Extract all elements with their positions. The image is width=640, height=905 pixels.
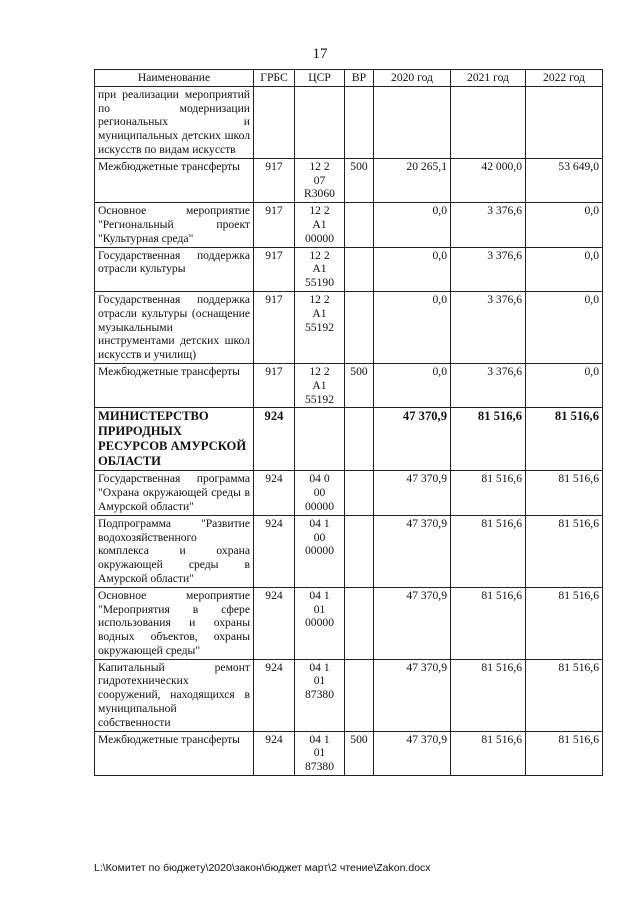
cell-grbs: 924	[254, 408, 295, 471]
cell-name: Основное мероприятие "Региональный проект "Культурная среда"	[95, 203, 254, 247]
cell-name: Государственная поддержка отрасли культуры	[95, 247, 254, 291]
cell-2020: 47 370,9	[374, 408, 451, 471]
cell-name: Межбюджетные трансферты	[95, 363, 254, 407]
cell-2022: 81 516,6	[526, 731, 603, 775]
cell-2020: 0,0	[374, 203, 451, 247]
cell-2020: 47 370,9	[374, 515, 451, 587]
cell-2021: 81 516,6	[451, 515, 526, 587]
cell-vr	[345, 86, 374, 158]
csr-code-part: 04 1	[309, 588, 330, 602]
csr-code-part: 12 2	[309, 292, 330, 306]
csr-code-part: A1	[312, 378, 327, 392]
cell-vr	[345, 587, 374, 659]
csr-code-part: 01	[313, 746, 326, 760]
cell-vr: 500	[345, 731, 374, 775]
cell-2021: 42 000,0	[451, 158, 526, 202]
csr-code-part: 00000	[305, 616, 334, 630]
table-row	[95, 731, 603, 775]
cell-name: Государственная программа "Охрана окружающей среды в Амурской области"	[95, 471, 254, 515]
cell-2022: 53 649,0	[526, 158, 603, 202]
cell-csr	[295, 203, 345, 247]
csr-code-part: 55190	[305, 276, 334, 290]
csr-code-part: 01	[313, 602, 326, 616]
column-header-2020: 2020 год	[374, 70, 451, 87]
cell-grbs: 917	[254, 247, 295, 291]
csr-code-part: 55192	[305, 392, 334, 406]
csr-code-part: 01	[313, 674, 326, 688]
table-row	[95, 291, 603, 363]
table-row	[95, 86, 603, 158]
cell-grbs: 924	[254, 659, 295, 731]
csr-code-part: 87380	[305, 688, 334, 702]
column-header-vr: ВР	[345, 70, 374, 87]
cell-2021: 81 516,6	[451, 731, 526, 775]
csr-code-part: 04 1	[309, 516, 330, 530]
csr-code-part: A1	[312, 306, 327, 320]
file-path-footer: L:\Комитет по бюджету\2020\закон\бюджет март\2 чтение\Zakon.docx	[94, 862, 431, 874]
cell-2021: 81 516,6	[451, 408, 526, 471]
cell-csr	[295, 471, 345, 515]
cell-grbs: 924	[254, 471, 295, 515]
cell-name: Капитальный ремонт гидротехнических сооружений, находящихся в муниципальной собственности	[95, 659, 254, 731]
cell-name: Межбюджетные трансферты	[95, 731, 254, 775]
cell-grbs: 917	[254, 291, 295, 363]
cell-csr	[295, 158, 345, 202]
csr-code-part: 12 2	[309, 159, 330, 173]
csr-code-part: 07	[313, 173, 326, 187]
cell-vr	[345, 515, 374, 587]
cell-vr: 500	[345, 363, 374, 407]
table-row	[95, 471, 603, 515]
csr-code-part: 12 2	[309, 364, 330, 378]
table-row	[95, 659, 603, 731]
cell-2020: 20 265,1	[374, 158, 451, 202]
cell-2022: 0,0	[526, 291, 603, 363]
cell-name: МИНИСТЕРСТВО ПРИРОДНЫХ РЕСУРСОВ АМУРСКОЙ ОБЛАСТИ	[95, 408, 254, 471]
cell-name: Основное мероприятие "Мероприятия в сфере использования и охраны водных объектов, охраны окружающей среды"	[95, 587, 254, 659]
table-row	[95, 515, 603, 587]
cell-vr	[345, 659, 374, 731]
csr-code-part: A1	[312, 262, 327, 276]
cell-csr	[295, 515, 345, 587]
column-header-csr: ЦСР	[295, 70, 345, 87]
table-row	[95, 587, 603, 659]
cell-2022: 81 516,6	[526, 515, 603, 587]
cell-csr	[295, 587, 345, 659]
cell-vr	[345, 408, 374, 471]
cell-vr	[345, 203, 374, 247]
cell-vr	[345, 291, 374, 363]
cell-grbs: 924	[254, 515, 295, 587]
page-number: 17	[312, 46, 328, 62]
cell-2022: 0,0	[526, 203, 603, 247]
cell-2020: 0,0	[374, 247, 451, 291]
cell-2021: 3 376,6	[451, 247, 526, 291]
column-header-2021: 2021 год	[451, 70, 526, 87]
csr-code-part: 55192	[305, 320, 334, 334]
cell-grbs: 924	[254, 587, 295, 659]
cell-2021: 81 516,6	[451, 587, 526, 659]
column-header-2022: 2022 год	[526, 70, 603, 87]
column-header-grbs: ГРБС	[254, 70, 295, 87]
cell-csr	[295, 659, 345, 731]
cell-grbs: 917	[254, 203, 295, 247]
cell-2021: 81 516,6	[451, 659, 526, 731]
cell-2020: 0,0	[374, 363, 451, 407]
cell-csr	[295, 408, 345, 471]
cell-csr	[295, 731, 345, 775]
cell-2020: 47 370,9	[374, 587, 451, 659]
table-body	[95, 86, 603, 775]
table-row	[95, 158, 603, 202]
cell-2022	[526, 86, 603, 158]
csr-code-part: 00000	[305, 544, 334, 558]
cell-grbs: 917	[254, 363, 295, 407]
csr-code-part: 04 1	[309, 732, 330, 746]
table-row	[95, 363, 603, 407]
cell-2022: 81 516,6	[526, 587, 603, 659]
cell-vr	[345, 471, 374, 515]
cell-grbs	[254, 86, 295, 158]
cell-2020: 47 370,9	[374, 731, 451, 775]
table-row	[95, 247, 603, 291]
cell-name: Межбюджетные трансферты	[95, 158, 254, 202]
cell-csr	[295, 363, 345, 407]
csr-code-part: 04 0	[309, 472, 330, 486]
cell-2022: 81 516,6	[526, 471, 603, 515]
cell-2022: 0,0	[526, 363, 603, 407]
cell-2022: 0,0	[526, 247, 603, 291]
cell-2020	[374, 86, 451, 158]
cell-grbs: 917	[254, 158, 295, 202]
csr-code-part: A1	[312, 217, 327, 231]
csr-code-part: 12 2	[309, 204, 330, 218]
cell-name: Подпрограмма "Развитие водохозяйственного комплекса и охрана окружающей среды в Амурской области"	[95, 515, 254, 587]
cell-2021: 3 376,6	[451, 203, 526, 247]
csr-code-part: 00	[313, 486, 326, 500]
csr-code-part: R3060	[304, 187, 335, 201]
cell-2020: 47 370,9	[374, 659, 451, 731]
cell-2021: 81 516,6	[451, 471, 526, 515]
column-header-name: Наименование	[95, 70, 254, 87]
csr-code-part: 00	[313, 530, 326, 544]
cell-vr	[345, 247, 374, 291]
cell-grbs: 924	[254, 731, 295, 775]
csr-code-part: 04 1	[309, 660, 330, 674]
cell-2022: 81 516,6	[526, 408, 603, 471]
cell-name: при реализации мероприятий по модернизации региональных и муниципальных детских школ искусств по видам искусств	[95, 86, 254, 158]
cell-2021: 3 376,6	[451, 291, 526, 363]
cell-2022: 81 516,6	[526, 659, 603, 731]
cell-2020: 47 370,9	[374, 471, 451, 515]
csr-code-part: 12 2	[309, 248, 330, 262]
cell-csr	[295, 247, 345, 291]
cell-csr	[295, 86, 345, 158]
table-row	[95, 408, 603, 471]
table-row	[95, 203, 603, 247]
cell-csr	[295, 291, 345, 363]
csr-code-part: 00000	[305, 499, 334, 513]
table-header-row	[95, 70, 603, 87]
csr-code-part: 87380	[305, 760, 334, 774]
cell-name: Государственная поддержка отрасли культуры (оснащение музыкальными инструментами детских школ искусств и училищ)	[95, 291, 254, 363]
cell-2020: 0,0	[374, 291, 451, 363]
cell-vr: 500	[345, 158, 374, 202]
csr-code-part: 00000	[305, 231, 334, 245]
cell-2021: 3 376,6	[451, 363, 526, 407]
cell-2021	[451, 86, 526, 158]
budget-table	[94, 69, 603, 776]
